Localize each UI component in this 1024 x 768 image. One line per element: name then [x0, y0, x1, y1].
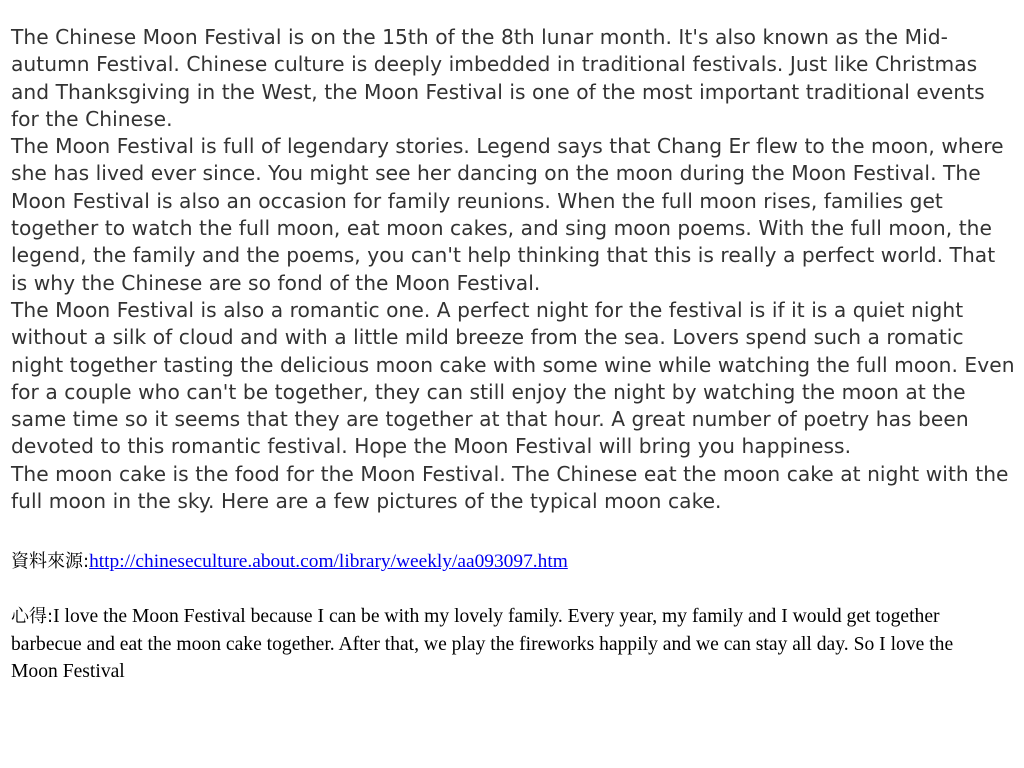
source-label: 資料來源:	[11, 551, 90, 573]
source-citation	[11, 548, 1015, 576]
paragraph-romance: The Moon Festival is also a romantic one. A perfect night for the festival is if it is a quiet night without a silk of cloud and with a little mild breeze from the sea. Lovers spend such a romatic night together tasting the delicious moon cake with some wine while watching the full moon. Even for a couple who can't be together, they can still enjoy the night by watching the moon at the same time so it seems that they are together at that hour. A great number of poetry has been devoted to this romantic festival. Hope the Moon Festival will bring you happiness.	[11, 297, 1015, 459]
reflection-text: I love the Moon Festival because I can be with my lovely family. Every year, my family and I would get together barbecue and eat the moon cake together. After that, we play the fireworks happily and we can stay all day. So I love the Moon Festival	[11, 606, 954, 683]
paragraph-intro: The Chinese Moon Festival is on the 15th of the 8th lunar month. It's also known as the Mid-autumn Festival. Chinese culture is deeply imbedded in traditional festivals. Just like Christmas and Thanksgiving in the West, the Moon Festival is one of the most important traditional events for the Chinese.	[11, 25, 985, 131]
paragraph-mooncake: The moon cake is the food for the Moon Festival. The Chinese eat the moon cake at night with the full moon in the sky. Here are a few pictures of the typical moon cake.	[11, 461, 1009, 514]
reflection-section	[11, 603, 1001, 686]
source-link[interactable]: http://chineseculture.about.com/library/weekly/aa093097.htm	[89, 551, 568, 573]
document-body	[11, 24, 1015, 686]
paragraph-legend: The Moon Festival is full of legendary stories. Legend says that Chang Er flew to the moon, where she has lived ever since. You might see her dancing on the moon during the Moon Festival. The Moon Festival is also an occasion for family reunions. When the full moon rises, families get together to watch the full moon, eat moon cakes, and sing moon poems. With the full moon, the legend, the family and the poems, you can't help thinking that this is really a perfect world. That is why the Chinese are so fond of the Moon Festival.	[11, 134, 1004, 295]
reflection-label: 心得:	[11, 606, 54, 628]
